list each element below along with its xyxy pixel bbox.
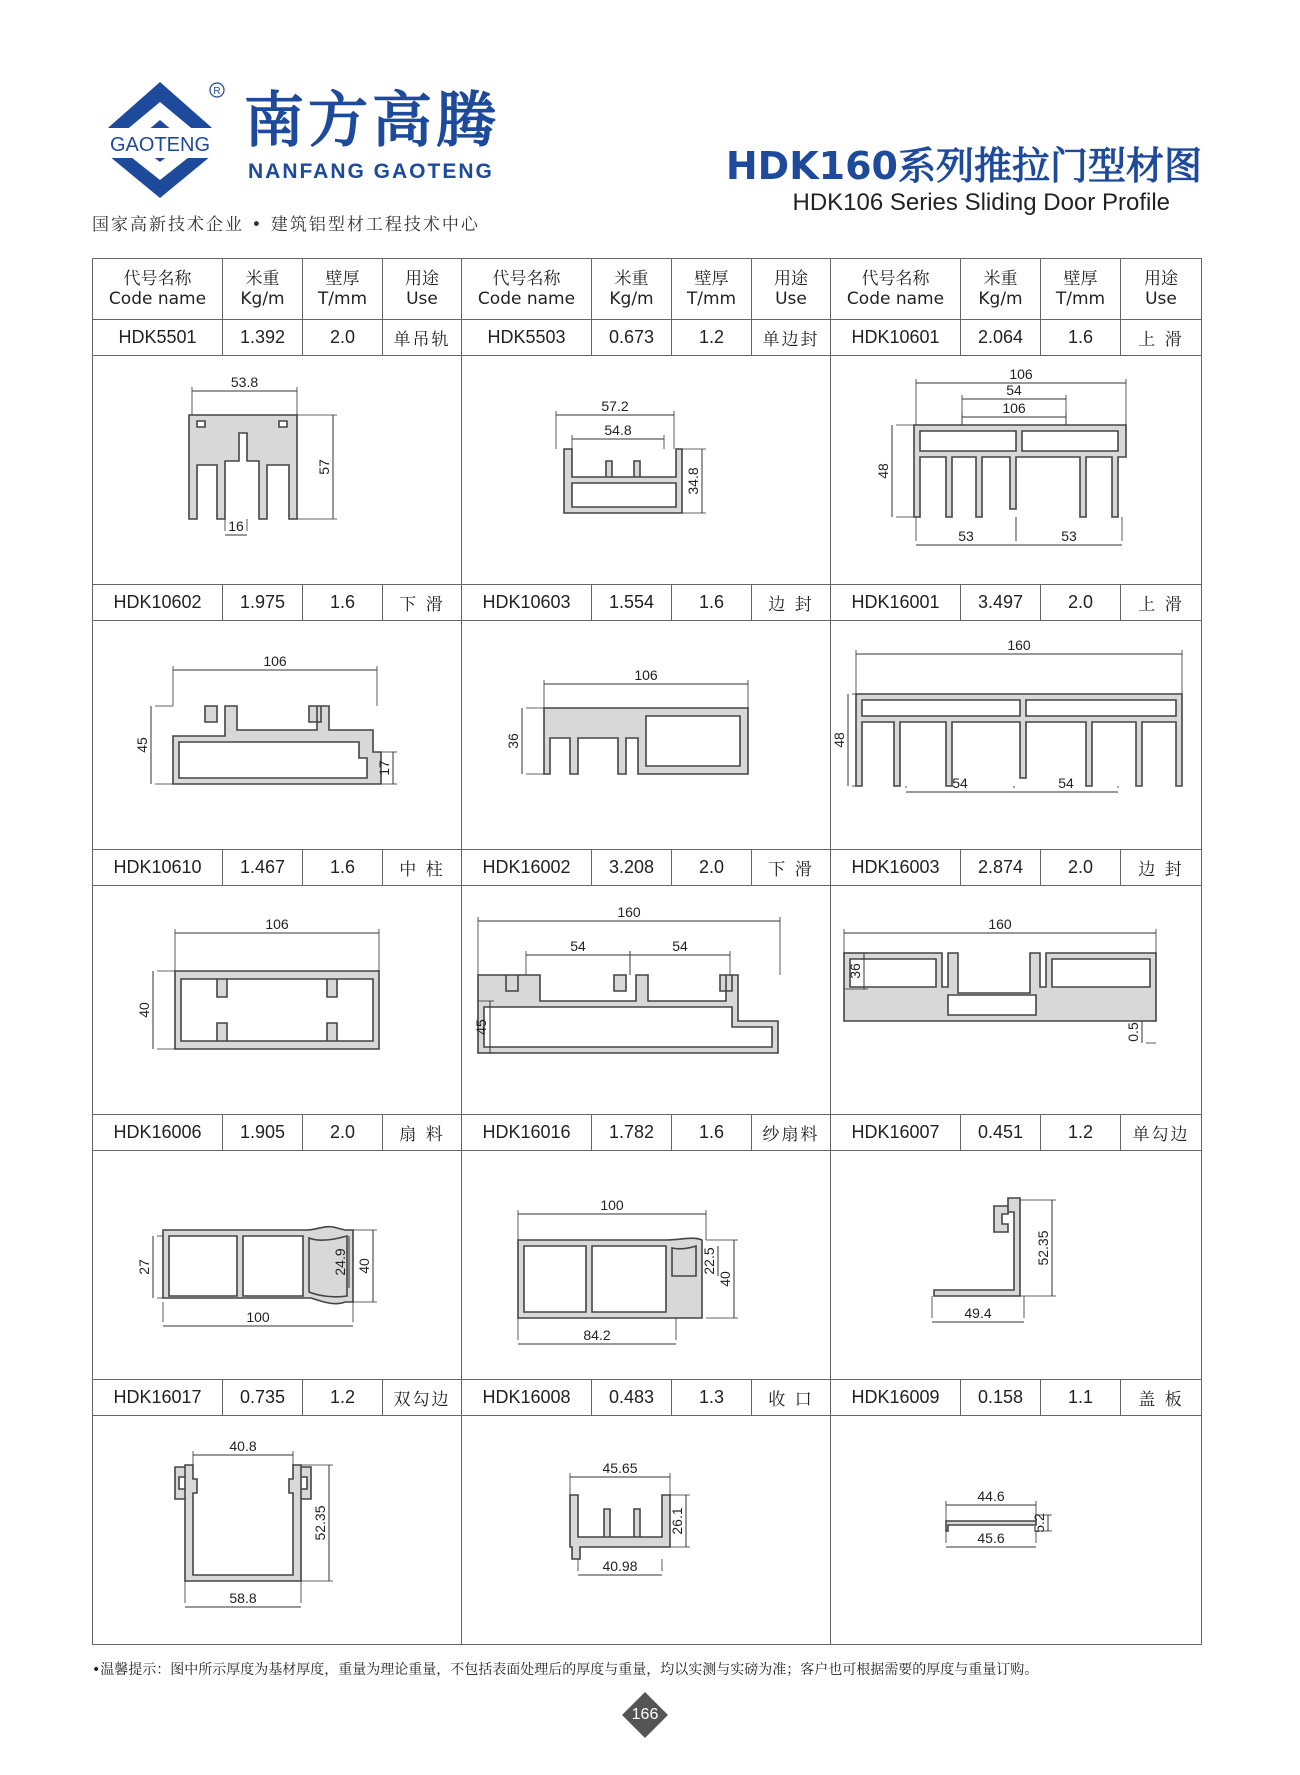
dimension-label: 24.9 — [332, 1248, 348, 1276]
dimension-label: 106 — [1002, 400, 1026, 416]
thickness-cell: 2.0 — [303, 320, 383, 356]
code-cell: HDK16006 — [93, 1115, 223, 1151]
weight-cell: 1.782 — [592, 1115, 672, 1151]
profile-outline — [518, 1238, 702, 1318]
thickness-cell: 2.0 — [1041, 585, 1121, 621]
profile-drawing-row — [93, 1416, 1202, 1645]
dimension-label: 40.8 — [229, 1438, 257, 1454]
profile-outline — [856, 694, 1182, 786]
profile-drawing — [94, 357, 460, 583]
company-tagline: 国家高新技术企业 • 建筑铝型材工程技术中心 — [92, 215, 480, 235]
dimension-label: 40 — [356, 1258, 372, 1274]
profile-outline — [570, 1495, 670, 1559]
code-cell: HDK10602 — [93, 585, 223, 621]
header-use: 用途 Use — [383, 259, 462, 320]
profile-drawing-cell — [831, 1416, 1202, 1645]
code-cell: HDK5501 — [93, 320, 223, 356]
dimension-label: 45 — [134, 737, 150, 753]
profile-drawing — [833, 622, 1199, 848]
header-code: 代号名称 Code name — [93, 259, 223, 320]
dimension-label: 58.8 — [229, 1590, 257, 1606]
dimension-label: 106 — [263, 653, 287, 669]
profile-drawing — [463, 622, 829, 848]
dimension-label: 36 — [847, 963, 863, 979]
profile-outline — [175, 1465, 311, 1581]
code-cell: HDK16001 — [831, 585, 961, 621]
spec-row — [93, 585, 1202, 621]
weight-cell: 1.467 — [223, 850, 303, 886]
profile-drawing — [463, 887, 829, 1113]
dimension-label: 16 — [228, 518, 244, 534]
dimension-label: 27 — [136, 1259, 152, 1275]
dimension-label: 52.35 — [312, 1505, 328, 1541]
footer-note: •温馨提示：图中所示厚度为基材厚度，重量为理论重量，不包括表面处理后的厚度与重量，均以实测与实磅为准；客户也可根据需要的厚度与重量订购。 — [92, 1662, 1039, 1678]
weight-cell: 0.158 — [961, 1380, 1041, 1416]
thickness-cell: 2.0 — [1041, 850, 1121, 886]
spec-row — [93, 850, 1202, 886]
profile-outline — [844, 953, 1156, 1021]
dimension-label: 84.2 — [583, 1327, 611, 1343]
header-use: 用途 Use — [1121, 259, 1202, 320]
use-cell: 上 滑 — [1121, 320, 1202, 356]
dimension-label: 45 — [473, 1019, 489, 1035]
use-cell: 纱扇料 — [752, 1115, 831, 1151]
thickness-cell: 1.6 — [672, 1115, 752, 1151]
page-title-en: HDK106 Series Sliding Door Profile — [792, 189, 1170, 216]
dimension-label: 53 — [958, 528, 974, 544]
brand-name-cn: 南方高腾 — [244, 86, 500, 156]
dimension-label: 160 — [1007, 637, 1031, 653]
profile-drawing-cell — [462, 356, 831, 585]
thickness-cell: 1.6 — [1041, 320, 1121, 356]
code-cell: HDK10603 — [462, 585, 592, 621]
profile-outline — [934, 1198, 1020, 1296]
profile-drawing-cell — [93, 886, 462, 1115]
profile-drawing-row — [93, 621, 1202, 850]
dimension-label: 48 — [875, 463, 891, 479]
header-code: 代号名称 Code name — [462, 259, 592, 320]
dimension-label: 53 — [1061, 528, 1077, 544]
profile-drawing — [94, 887, 460, 1113]
thickness-cell: 1.2 — [303, 1380, 383, 1416]
svg-text:GAOTENG: GAOTENG — [109, 134, 211, 156]
header-thickness: 壁厚 T/mm — [672, 259, 752, 320]
weight-cell: 1.392 — [223, 320, 303, 356]
svg-text:R: R — [213, 86, 221, 97]
profile-drawing — [833, 357, 1199, 583]
dimension-label: 100 — [600, 1197, 624, 1213]
header-use: 用途 Use — [752, 259, 831, 320]
dimension-label: 49.4 — [964, 1305, 992, 1321]
code-cell: HDK16016 — [462, 1115, 592, 1151]
weight-cell: 2.874 — [961, 850, 1041, 886]
profile-outline — [189, 415, 297, 519]
dimension-label: 54 — [570, 938, 586, 954]
dimension-label: 44.6 — [977, 1488, 1005, 1504]
profile-drawing — [94, 1417, 460, 1643]
profile-outline — [175, 971, 379, 1049]
use-cell: 边 封 — [1121, 850, 1202, 886]
dimension-label: 26.1 — [669, 1507, 685, 1535]
code-cell: HDK5503 — [462, 320, 592, 356]
use-cell: 中 柱 — [383, 850, 462, 886]
profile-drawing — [463, 1417, 829, 1643]
dimension-label: 17 — [376, 760, 392, 776]
dimension-label: 45.6 — [977, 1530, 1005, 1546]
profile-drawing-cell — [93, 1416, 462, 1645]
dimension-label: 5.2 — [1031, 1513, 1047, 1533]
dimension-label: 54 — [1058, 775, 1074, 791]
profile-drawing — [833, 887, 1199, 1113]
table-header-row — [93, 259, 1202, 320]
weight-cell: 0.735 — [223, 1380, 303, 1416]
page-title-cn: HDK160系列推拉门型材图 — [725, 144, 1202, 188]
dimension-label: 22.5 — [701, 1247, 717, 1275]
thickness-cell: 1.6 — [672, 585, 752, 621]
code-cell: HDK16008 — [462, 1380, 592, 1416]
use-cell: 盖 板 — [1121, 1380, 1202, 1416]
dimension-label: 53.8 — [230, 374, 259, 390]
header-thickness: 壁厚 T/mm — [1041, 259, 1121, 320]
thickness-cell: 1.6 — [303, 850, 383, 886]
profile-drawing-cell — [462, 886, 831, 1115]
dimension-label: 36 — [505, 733, 521, 749]
profile-drawing-cell — [462, 1416, 831, 1645]
weight-cell: 0.483 — [592, 1380, 672, 1416]
thickness-cell: 1.2 — [1041, 1115, 1121, 1151]
use-cell: 上 滑 — [1121, 585, 1202, 621]
weight-cell: 3.497 — [961, 585, 1041, 621]
use-cell: 单吊轨 — [383, 320, 462, 356]
thickness-cell: 2.0 — [303, 1115, 383, 1151]
profile-drawing-cell — [831, 1151, 1202, 1380]
profile-drawing-cell — [831, 356, 1202, 585]
profile-drawing-cell — [93, 356, 462, 585]
use-cell: 扇 料 — [383, 1115, 462, 1151]
code-cell: HDK10601 — [831, 320, 961, 356]
profile-drawing — [463, 357, 829, 583]
header-weight: 米重 Kg/m — [592, 259, 672, 320]
dimension-label: 100 — [246, 1309, 270, 1325]
spec-row — [93, 320, 1202, 356]
use-cell: 双勾边 — [383, 1380, 462, 1416]
dimension-label: 160 — [617, 904, 641, 920]
thickness-cell: 1.1 — [1041, 1380, 1121, 1416]
profile-drawing — [833, 1152, 1199, 1378]
code-cell: HDK10610 — [93, 850, 223, 886]
profile-drawing-cell — [93, 1151, 462, 1380]
dimension-label: 57 — [316, 459, 332, 475]
thickness-cell: 1.6 — [303, 585, 383, 621]
profile-drawing — [94, 1152, 460, 1378]
profile-outline — [163, 1227, 353, 1304]
dimension-label: 45.65 — [602, 1460, 638, 1476]
profile-drawing-row — [93, 886, 1202, 1115]
dimension-label: 48 — [831, 732, 847, 748]
weight-cell: 0.451 — [961, 1115, 1041, 1151]
spec-row — [93, 1115, 1202, 1151]
thickness-cell: 2.0 — [672, 850, 752, 886]
profile-drawing-cell — [831, 621, 1202, 850]
dimension-label: 40 — [136, 1002, 152, 1018]
code-cell: HDK16009 — [831, 1380, 961, 1416]
use-cell: 单勾边 — [1121, 1115, 1202, 1151]
dimension-label: 54 — [672, 938, 688, 954]
profile-outline — [478, 975, 778, 1053]
use-cell: 收 口 — [752, 1380, 831, 1416]
dimension-label: 106 — [265, 916, 289, 932]
profile-outline — [564, 449, 682, 513]
dimension-label: 0.5 — [1125, 1022, 1141, 1042]
weight-cell: 1.554 — [592, 585, 672, 621]
gaoteng-logo — [90, 80, 230, 200]
spec-row — [93, 1380, 1202, 1416]
page-number: 166 — [631, 1706, 659, 1723]
dimension-label: 54 — [1006, 382, 1022, 398]
dimension-label: 40 — [717, 1271, 733, 1287]
header-code: 代号名称 Code name — [831, 259, 961, 320]
dimension-label: 57.2 — [601, 398, 629, 414]
profile-drawing — [463, 1152, 829, 1378]
weight-cell: 3.208 — [592, 850, 672, 886]
use-cell: 下 滑 — [752, 850, 831, 886]
dimension-label: 34.8 — [685, 467, 701, 495]
dimension-label: 106 — [634, 667, 658, 683]
dimension-label: 40.98 — [602, 1558, 638, 1574]
profile-drawing — [833, 1417, 1199, 1643]
profile-drawing-cell — [831, 886, 1202, 1115]
use-cell: 下 滑 — [383, 585, 462, 621]
dimension-label: 106 — [1009, 366, 1033, 382]
weight-cell: 1.975 — [223, 585, 303, 621]
code-cell: HDK16007 — [831, 1115, 961, 1151]
profile-spec-table — [92, 258, 1202, 1645]
code-cell: HDK16017 — [93, 1380, 223, 1416]
weight-cell: 2.064 — [961, 320, 1041, 356]
profile-drawing — [94, 622, 460, 848]
weight-cell: 1.905 — [223, 1115, 303, 1151]
header-weight: 米重 Kg/m — [223, 259, 303, 320]
profile-outline — [173, 706, 381, 784]
profile-drawing-cell — [462, 621, 831, 850]
profile-drawing-row — [93, 356, 1202, 585]
profile-outline — [544, 708, 748, 774]
brand-name-en: NANFANG GAOTENG — [248, 160, 494, 183]
dimension-label: 52.35 — [1035, 1230, 1051, 1266]
dimension-label: 54.8 — [604, 422, 632, 438]
profile-drawing-cell — [462, 1151, 831, 1380]
thickness-cell: 1.3 — [672, 1380, 752, 1416]
use-cell: 边 封 — [752, 585, 831, 621]
profile-drawing-row — [93, 1151, 1202, 1380]
header-weight: 米重 Kg/m — [961, 259, 1041, 320]
weight-cell: 0.673 — [592, 320, 672, 356]
code-cell: HDK16003 — [831, 850, 961, 886]
header-thickness: 壁厚 T/mm — [303, 259, 383, 320]
dimension-label: 160 — [988, 916, 1012, 932]
profile-outline — [914, 425, 1126, 517]
use-cell: 单边封 — [752, 320, 831, 356]
code-cell: HDK16002 — [462, 850, 592, 886]
dimension-label: 54 — [952, 775, 968, 791]
thickness-cell: 1.2 — [672, 320, 752, 356]
profile-drawing-cell — [93, 621, 462, 850]
